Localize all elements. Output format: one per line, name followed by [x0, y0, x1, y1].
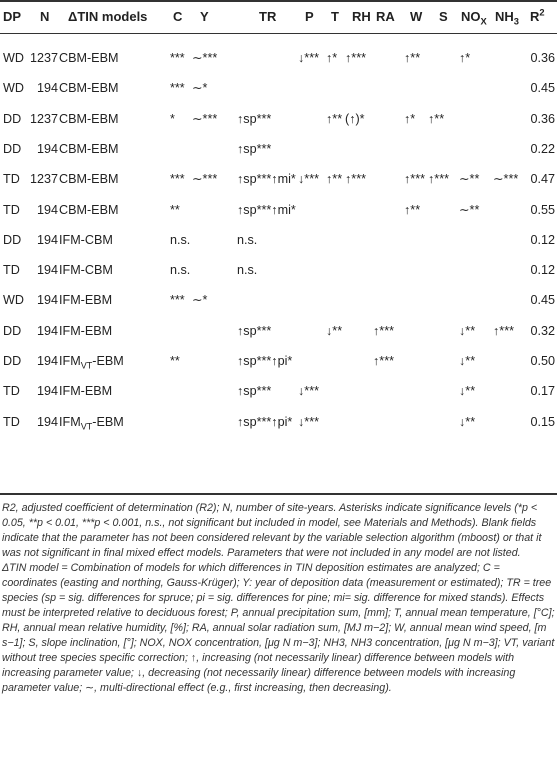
cell-c: ***: [170, 293, 185, 308]
cell-w: ↑**: [404, 202, 421, 217]
cell-c: **: [170, 202, 180, 217]
header-ra: RA: [376, 9, 395, 24]
cell-r2: 0.12: [530, 232, 555, 247]
cell-t: ↓**: [326, 323, 343, 338]
cell-s: ↑**: [428, 111, 445, 126]
cell-r2: 0.32: [530, 323, 555, 338]
cell-tr: ↑sp***↑pi*: [237, 354, 293, 368]
table-footnotes: [2, 501, 556, 696]
cell-nox: ↑*: [459, 51, 471, 65]
cell-model: CBM-EBM: [59, 202, 119, 217]
cell-r2: 0.45: [530, 293, 555, 308]
cell-nox: ↓**: [459, 323, 476, 338]
cell-nh3: ∼***: [493, 172, 519, 187]
cell-tr: ↑sp***: [237, 323, 272, 338]
cell-t: ↑*: [326, 51, 338, 65]
cell-w: ↑***: [404, 172, 425, 187]
cell-p: ↓***: [298, 384, 319, 399]
cell-n: 194: [36, 141, 58, 156]
cell-c: **: [170, 354, 180, 368]
cell-c: ***: [170, 172, 185, 187]
header-dp: DP: [3, 9, 22, 24]
cell-tr: ↑sp***: [237, 111, 272, 126]
cell-dp: TD: [3, 384, 20, 399]
cell-ra: ↑***: [373, 354, 394, 368]
cell-n: 1237: [29, 51, 58, 65]
cell-c: n.s.: [170, 232, 191, 247]
cell-nox: ∼**: [459, 172, 480, 187]
cell-t: ↑**: [326, 111, 343, 126]
cell-tr: ↑sp***: [237, 141, 272, 156]
cell-r2: 0.50: [530, 354, 555, 368]
table-header-rule: [0, 33, 557, 34]
cell-n: 1237: [29, 111, 58, 126]
header-p: P: [305, 9, 314, 24]
cell-t: ↑**: [326, 172, 343, 187]
cell-r2: 0.17: [530, 384, 555, 399]
cell-dp: DD: [3, 141, 22, 156]
header-r2: $R^2$: [530, 7, 545, 24]
cell-model: CBM-EBM: [59, 141, 119, 156]
cell-dp: TD: [3, 172, 20, 187]
cell-n: 194: [36, 81, 58, 96]
header-nh3: $NH_3$: [495, 9, 519, 27]
cell-tr: ↑sp***: [237, 384, 272, 399]
cell-y: ∼***: [192, 111, 218, 126]
cell-n: 194: [36, 384, 58, 399]
cell-y: ∼*: [192, 293, 208, 308]
cell-p: ↓***: [298, 414, 319, 429]
table-bottom-rule: [0, 493, 557, 495]
cell-n: 194: [36, 323, 58, 338]
cell-dp: TD: [3, 202, 20, 217]
cell-r2: 0.36: [530, 51, 555, 65]
header-n: N: [40, 9, 50, 24]
cell-w: ↑*: [404, 111, 416, 126]
cell-r2: 0.36: [530, 111, 555, 126]
cell-c: n.s.: [170, 263, 191, 278]
cell-dp: DD: [3, 111, 22, 126]
cell-y: ∼***: [192, 51, 218, 65]
cell-n: 194: [36, 202, 58, 217]
cell-r2: 0.22: [530, 141, 555, 156]
cell-nox: ∼**: [459, 202, 480, 217]
cell-dp: WD: [3, 81, 24, 96]
cell-nox: ↓**: [459, 354, 476, 368]
header-s: S: [439, 9, 448, 24]
cell-r2: 0.12: [530, 263, 555, 278]
cell-s: ↑***: [428, 172, 449, 187]
cell-dp: WD: [3, 293, 24, 308]
cell-tr: ↑sp***↑mi*: [237, 202, 296, 217]
cell-c: *: [170, 111, 175, 126]
header-c: C: [173, 9, 183, 24]
cell-model: IFM-EBM: [59, 384, 113, 399]
cell-tr: ↑sp***↑mi*: [237, 172, 296, 187]
cell-model: IFM-CBM: [59, 263, 113, 278]
footnote-abbreviations: R2, adjusted coefficient of determination (R2); N, number of site-years. Asterisks indicate significance levels (*p < 0.05, **p < 0.01, ***p < 0.001, n.s., not significant but included in model, see Materials and Methods). Blank fields indicate that the parameter has not been considered relevant by the variable selection algorithm (mboost) or that it was not significant in final mixed effect models. Parameters that were not included in any model are not listed.: [2, 502, 542, 559]
footnote-definitions: ΔTIN model = Combination of models for which differences in TIN deposition estimates are analyzed; C = coordinates (easting and northing, Gauss-Krüger); Y: year of deposition data (measurement or estimated); TR = tree species (sp = sig. differences for spruce; pi = sig. differences for pine; mi= sig. difference for mixed stands). Effects must be interpreted relative to deciduous forest; P, annual precipitation sum, [mm]; T, annual mean temperature, [°C]; RH, annual mean relative humidity, [%]; RA, annual solar radiation sum, [MJ m−2]; W, annual mean wind speed, [m s−1]; S, slope inclination, [°]; NOX, NOX concentration, [μg N m−3]; NH3, NH3 concentration, [μg N m−3]; VT, variant without tree species specific correction; ↑, increasing (not necessarily linear) difference between models with increasing parameter value; ↓, decreasing (not necessarily linear) difference between models with increasing parameter value; ∼, multi-directional effect (e.g., first increasing, then decreasing).: [2, 562, 555, 694]
cell-n: 194: [36, 232, 58, 247]
cell-model: CBM-EBM: [59, 81, 119, 96]
cell-n: 194: [36, 263, 58, 278]
cell-model: CBM-EBM: [59, 172, 119, 187]
cell-n: 194: [36, 354, 58, 368]
cell-rh: ↑***: [345, 172, 366, 187]
cell-n: 194: [36, 414, 58, 429]
cell-nox: ↓**: [459, 384, 476, 399]
header-nox: $NO_X$: [461, 9, 487, 27]
table-top-rule: [0, 0, 557, 2]
cell-dp: DD: [3, 323, 22, 338]
cell-n: 1237: [29, 172, 58, 187]
cell-dp: DD: [3, 232, 22, 247]
header-models: ΔTIN models: [68, 9, 148, 24]
header-t: T: [331, 9, 339, 24]
header-tr: TR: [259, 9, 277, 24]
cell-rh: ↑***: [345, 51, 366, 65]
header-y: Y: [200, 9, 209, 24]
cell-y: ∼***: [192, 172, 218, 187]
cell-dp: TD: [3, 414, 20, 429]
cell-tr: n.s.: [237, 232, 258, 247]
cell-model: CBM-EBM: [59, 51, 119, 65]
cell-model: IFM-CBM: [59, 232, 113, 247]
cell-dp: WD: [3, 51, 24, 65]
header-rh: RH: [352, 9, 371, 24]
cell-r2: 0.45: [530, 81, 555, 96]
cell-y: ∼*: [192, 81, 208, 96]
cell-rh: (↑)*: [345, 111, 365, 126]
cell-dp: TD: [3, 263, 20, 278]
cell-tr: n.s.: [237, 263, 258, 278]
cell-c: ***: [170, 51, 185, 65]
cell-n: 194: [36, 293, 58, 308]
cell-c: ***: [170, 81, 185, 96]
cell-nh3: ↑***: [493, 323, 514, 338]
cell-model: $IFM_{VT}$-EBM: [59, 414, 124, 432]
cell-model: CBM-EBM: [59, 111, 119, 126]
cell-r2: 0.55: [530, 202, 555, 217]
header-w: W: [410, 9, 423, 24]
cell-dp: DD: [3, 354, 22, 368]
cell-model: $IFM_{VT}$-EBM: [59, 354, 124, 371]
cell-tr: ↑sp***↑pi*: [237, 414, 293, 429]
cell-ra: ↑***: [373, 323, 394, 338]
cell-p: ↓***: [298, 51, 319, 65]
cell-model: IFM-EBM: [59, 293, 113, 308]
cell-p: ↓***: [298, 172, 319, 187]
cell-w: ↑**: [404, 51, 421, 65]
cell-r2: 0.47: [530, 172, 555, 187]
cell-nox: ↓**: [459, 414, 476, 429]
cell-model: IFM-EBM: [59, 323, 113, 338]
cell-r2: 0.15: [530, 414, 555, 429]
